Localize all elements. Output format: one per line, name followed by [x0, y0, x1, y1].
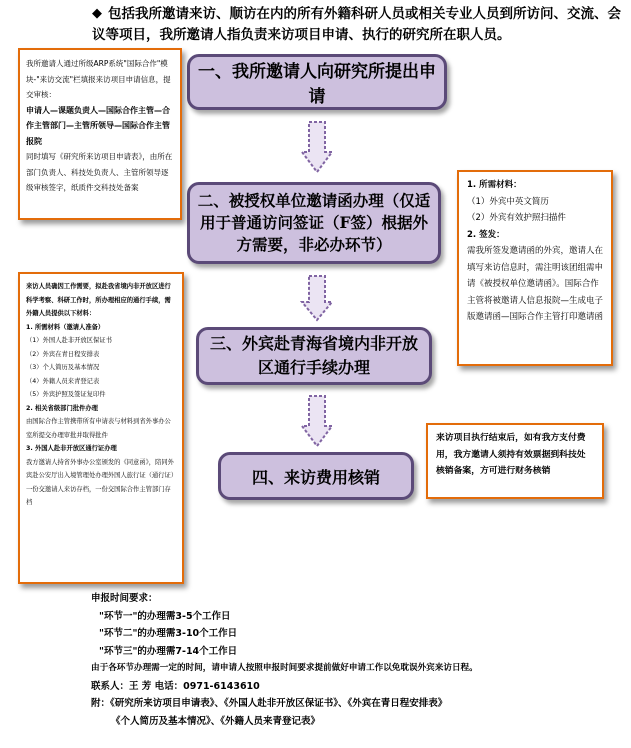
note-rt-line-3: （2）外宾有效护照扫描件 [467, 213, 566, 223]
step-4-label: 四、来访费用核销 [251, 467, 380, 487]
footer-attachments-1: 附：《研究所来访项目申请表》、《外国人赴非开放区保证书》、《外宾在青日程安排表》 [91, 698, 448, 709]
footer-contact: 联系人：王 芳 电话：0971-6143610 [91, 680, 260, 692]
footer-attachments-2: 《个人简历及基本情况》、《外籍人员来青登记表》 [111, 715, 321, 727]
note-lb-line-6: （4）外籍人员来青登记表 [26, 377, 100, 385]
note-expense-reimbursement [426, 423, 604, 499]
note-lb-line-5: （3）个人简历及基本情况 [26, 364, 100, 371]
step-3-label: 三、外宾赴青海省境内非开放区通行手续办理 [209, 334, 418, 377]
note-lb-line-3: （1）外国人赴非开放区保证书 [26, 337, 112, 344]
note-lb-line-8: 2. 相关省级部门批件办理 [26, 404, 98, 412]
footer-item-1: "环节一"的办理需3-5个工作日 [99, 610, 231, 622]
step-4-box [218, 452, 414, 500]
note-lt-line-2: 申请人—课题负责人—国际合作主管—合作主管部门—主管所领导—国际合作主管报院 [26, 105, 170, 146]
note-rt-line-2: （1）外宾中英文简历 [467, 196, 549, 207]
footer-item-3: "环节三"的办理需7-14个工作日 [99, 645, 238, 657]
note-rb-line-1: 来访项目执行结束后，如有我方支付费用，我方邀请人须持有效票据到科技处核销备案，方可进行财务核销 [436, 433, 586, 476]
note-lb-line-4: （2）外宾在青日程安排表 [26, 350, 100, 358]
note-application-procedure [18, 48, 182, 220]
intro-paragraph: 包括我所邀请来访、顺访在内的所有外籍科研人员或相关专业人员到所访问、交流、会议等项目，我所邀请人指负责来访项目申请、执行的研究所在职人员。 [92, 6, 621, 43]
step-1-label: 一、我所邀请人向研究所提出申请 [198, 62, 436, 107]
footer-requirements [91, 590, 621, 730]
note-lb-line-9: 由国际合作主管携带所有申请表与材料到省外事办公室所提交办理审批并取得批件 [26, 418, 171, 439]
footer-notice: 由于各环节办理需一定的时间，请申请人按照申报时间要求提前做好申请工作以免耽误外宾来访日程。 [91, 663, 478, 673]
note-lt-line-1: 我所邀请人通过所级ARP系统"国际合作"模块-"来访交流"栏填报来访项目申请信息，提交审核： [26, 59, 171, 99]
intro-text [92, 4, 622, 46]
arrow-step3-to-step4 [300, 394, 334, 448]
arrow-step2-to-step3 [300, 274, 334, 322]
bullet-diamond-icon: ◆ [92, 6, 102, 21]
note-lb-line-1: 来访人员确因工作需要，拟赴我省境内非开放区进行科学考察、科研工作时，所办理相应的通行手续，需外籍人员提供以下材料： [26, 283, 171, 317]
footer-title: 申报时间要求： [91, 593, 158, 604]
note-rt-line-1: 1. 所需材料： [467, 180, 522, 190]
note-rt-line-4: 2. 签发： [467, 229, 505, 240]
note-lb-line-7: （5）外宾护照及签证复印件 [26, 391, 106, 398]
step-2-label: 二、被授权单位邀请函办理（仅适用于普通访问签证（F签）根据外方需要，非必办环节） [197, 191, 431, 254]
note-lb-line-2: 1. 所需材料（邀请人准备） [26, 323, 105, 331]
footer-item-2: "环节二"的办理需3-10个工作日 [99, 628, 238, 639]
arrow-step1-to-step2 [300, 120, 334, 174]
note-lb-line-12: 一份交邀请人来访存档，一份交国际合作主管部门存档 [26, 485, 171, 506]
step-3-box [196, 327, 432, 385]
step-1-box [187, 54, 447, 110]
note-rt-line-5: 需我所签发邀请函的外宾，邀请人在填写来访信息时，需注明该团组需申请《被授权单位邀请函》。国际合作主管将被邀请人信息报院—生成电子版邀请函—国际合作主管打印邀请函 [467, 246, 604, 322]
note-invitation-materials [457, 170, 613, 366]
note-restricted-area-permit [18, 272, 184, 584]
note-lb-line-10: 3. 外国人赴非开放区通行证办理 [26, 445, 117, 452]
note-lb-line-11: 我方邀请人持省外事办公室颁发的《同意函》，陪同外宾赴公安厅出入境管理处办理外国人旅行证（通行证） [26, 458, 178, 479]
note-lt-line-3: 同时填写《研究所来访项目申请表》，由所在部门负责人、科技处负责人、主管所领导逐级审核签字，纸质件交科技处备案 [26, 152, 173, 192]
step-2-box [187, 182, 441, 264]
